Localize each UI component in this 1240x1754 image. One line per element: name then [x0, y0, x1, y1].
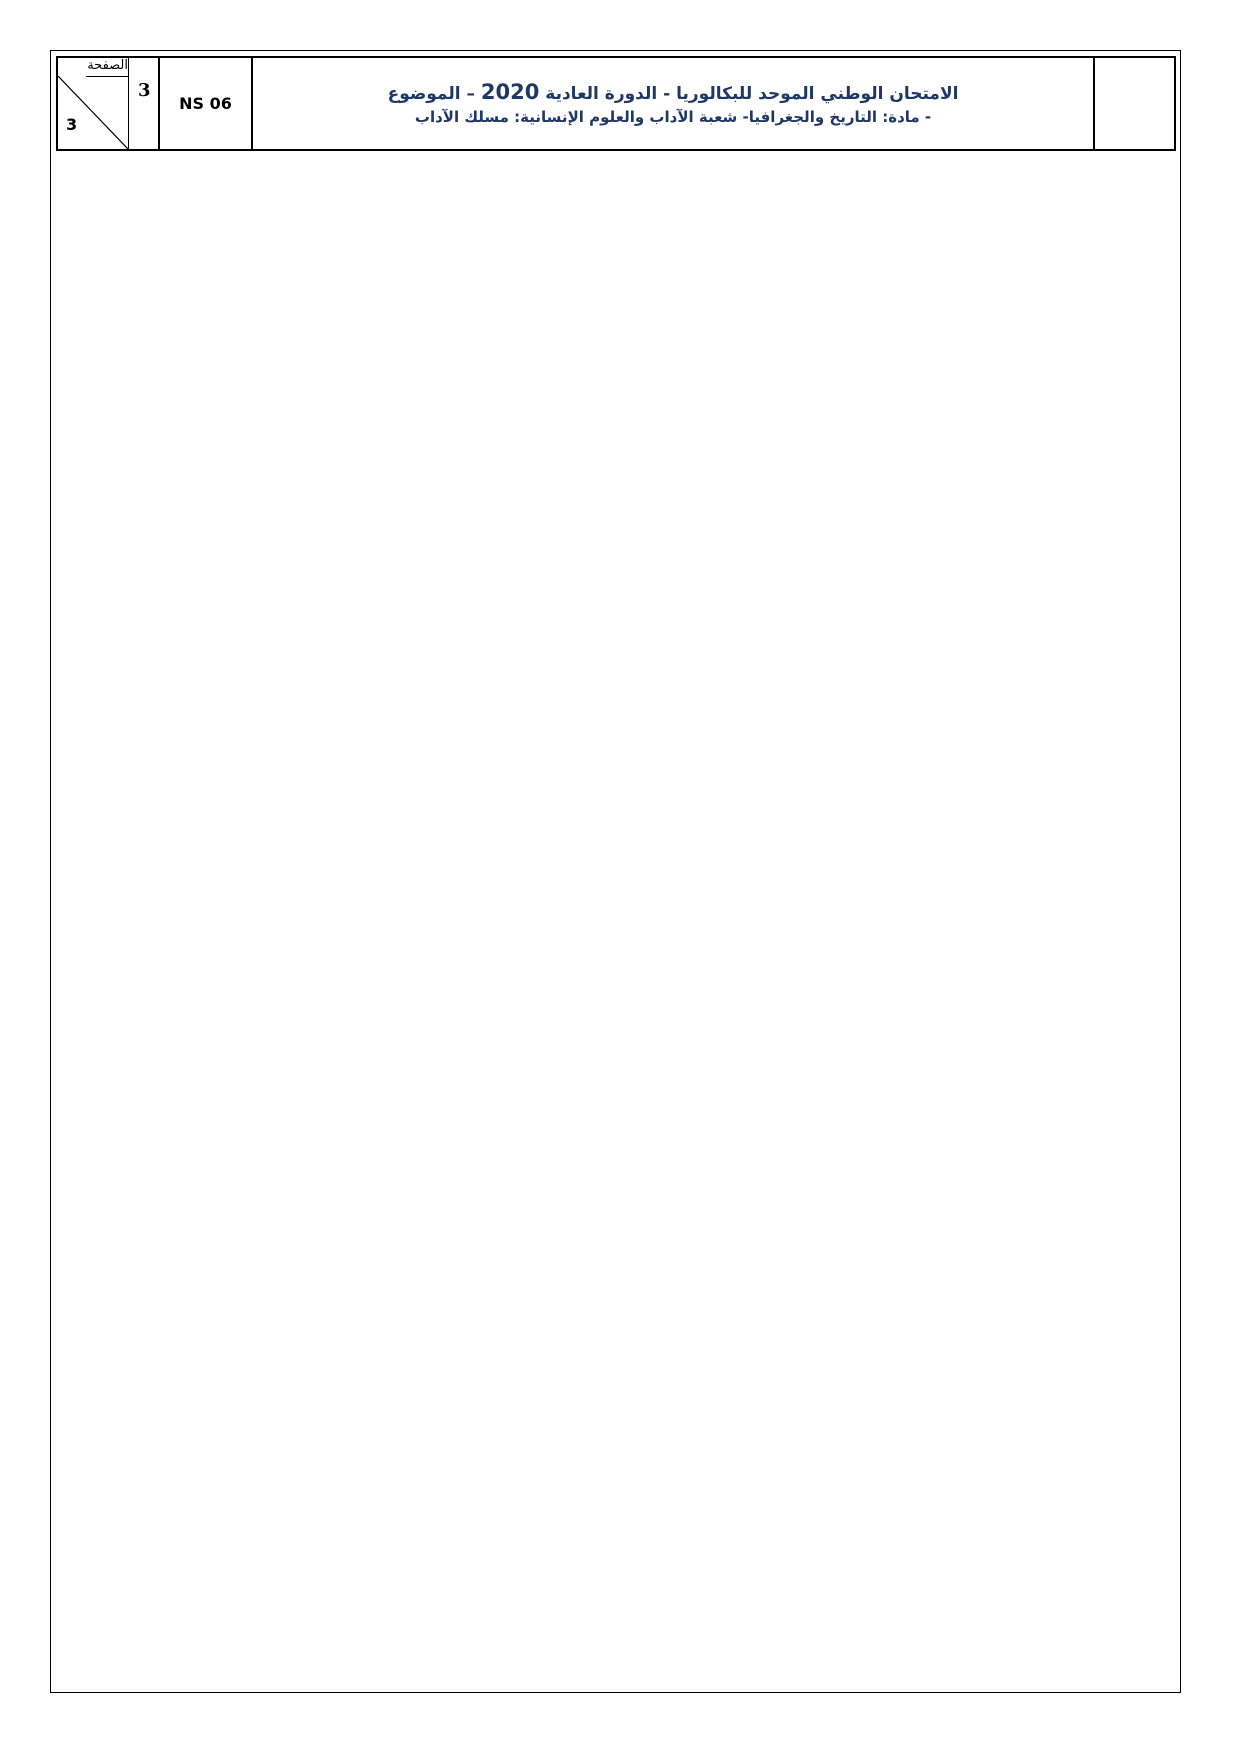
exam-title-main: الامتحان الوطني الموحد للبكالوريا - الدورة العادية [545, 83, 959, 104]
exam-subject-line: - مادة: التاريخ والجغرافيا- شعبة الآداب والعلوم الإنسانية: مسلك الآداب [414, 107, 932, 126]
page-current: 3 [138, 80, 151, 101]
exam-title [253, 58, 1095, 149]
exam-code: NS 06 [160, 58, 253, 149]
exam-title-line1 [388, 80, 959, 106]
exam-header [56, 56, 1176, 151]
page-cell-divider [128, 58, 129, 149]
page-border [50, 50, 1181, 1693]
page-total: 3 [66, 115, 78, 134]
exam-title-topic: – الموضوع [387, 83, 475, 104]
page-number-cell [58, 58, 160, 149]
page-label: الصفحة [87, 58, 128, 73]
page-diagonal [58, 76, 128, 149]
exam-year: 2020 [480, 79, 540, 104]
